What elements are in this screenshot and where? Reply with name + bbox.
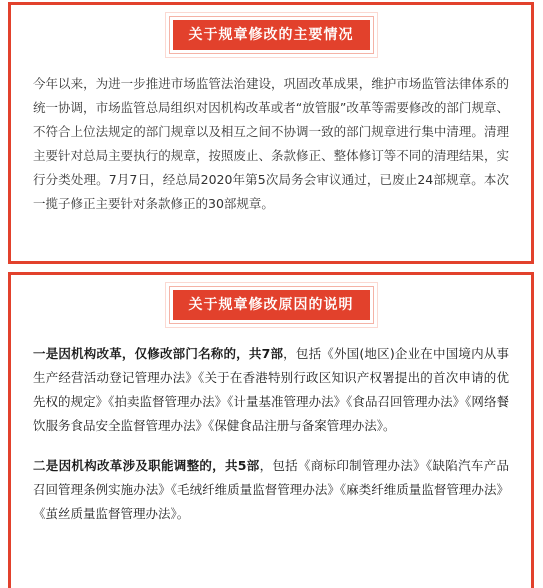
section-main-situation [8, 2, 534, 264]
section-title-wrap [11, 5, 531, 50]
section-body-text: 今年以来，为进一步推进市场监管法治建设，巩固改革成果，维护市场监管法律体系的统一协调，市场监管总局组织对因机构改革或者“放管服”改革等需要修改的部门规章、不符合上位法规定的部门规章以及相互之间不协调一致的部门规章进行集中清理。清理主要针对总局主要执行的规章，按照废止、条款修正、整体修订等不同的清理结果，实行分类处理。7月7日，经总局2020年第5次局务会审议通过，已废止24部规章。本次一揽子修正主要针对条款修正的30部规章。 [33, 76, 509, 211]
reason-lead: 一是因机构改革，仅修改部门名称的，共7部 [33, 346, 284, 361]
reason-lead: 二是因机构改革涉及职能调整的，共5部 [33, 458, 260, 473]
reason-paragraph-2 [11, 454, 531, 526]
reason-detail: ，包括《外国(地区)企业在中国境内从事生产经营活动登记管理办法》《关于在香港特别行政区知识产权署提出的首次申请的优先权的规定》《拍卖监督管理办法》《计量基准管理办法》《食品召回管理办法》《网络餐饮服务食品安全监督管理办法》《保健食品注册与备案管理办法》。 [33, 346, 509, 433]
reason-paragraph-1 [11, 342, 531, 438]
section-title: 关于规章修改的主要情况 [173, 20, 370, 50]
section-modification-reasons [8, 272, 534, 588]
section-title-wrap [11, 275, 531, 320]
section-title: 关于规章修改原因的说明 [173, 290, 370, 320]
reason-detail: ，包括《商标印制管理办法》《缺陷汽车产品召回管理条例实施办法》《毛绒纤维质量监督管理办法》《麻类纤维质量监督管理办法》《茧丝质量监督管理办法》。 [33, 458, 509, 521]
